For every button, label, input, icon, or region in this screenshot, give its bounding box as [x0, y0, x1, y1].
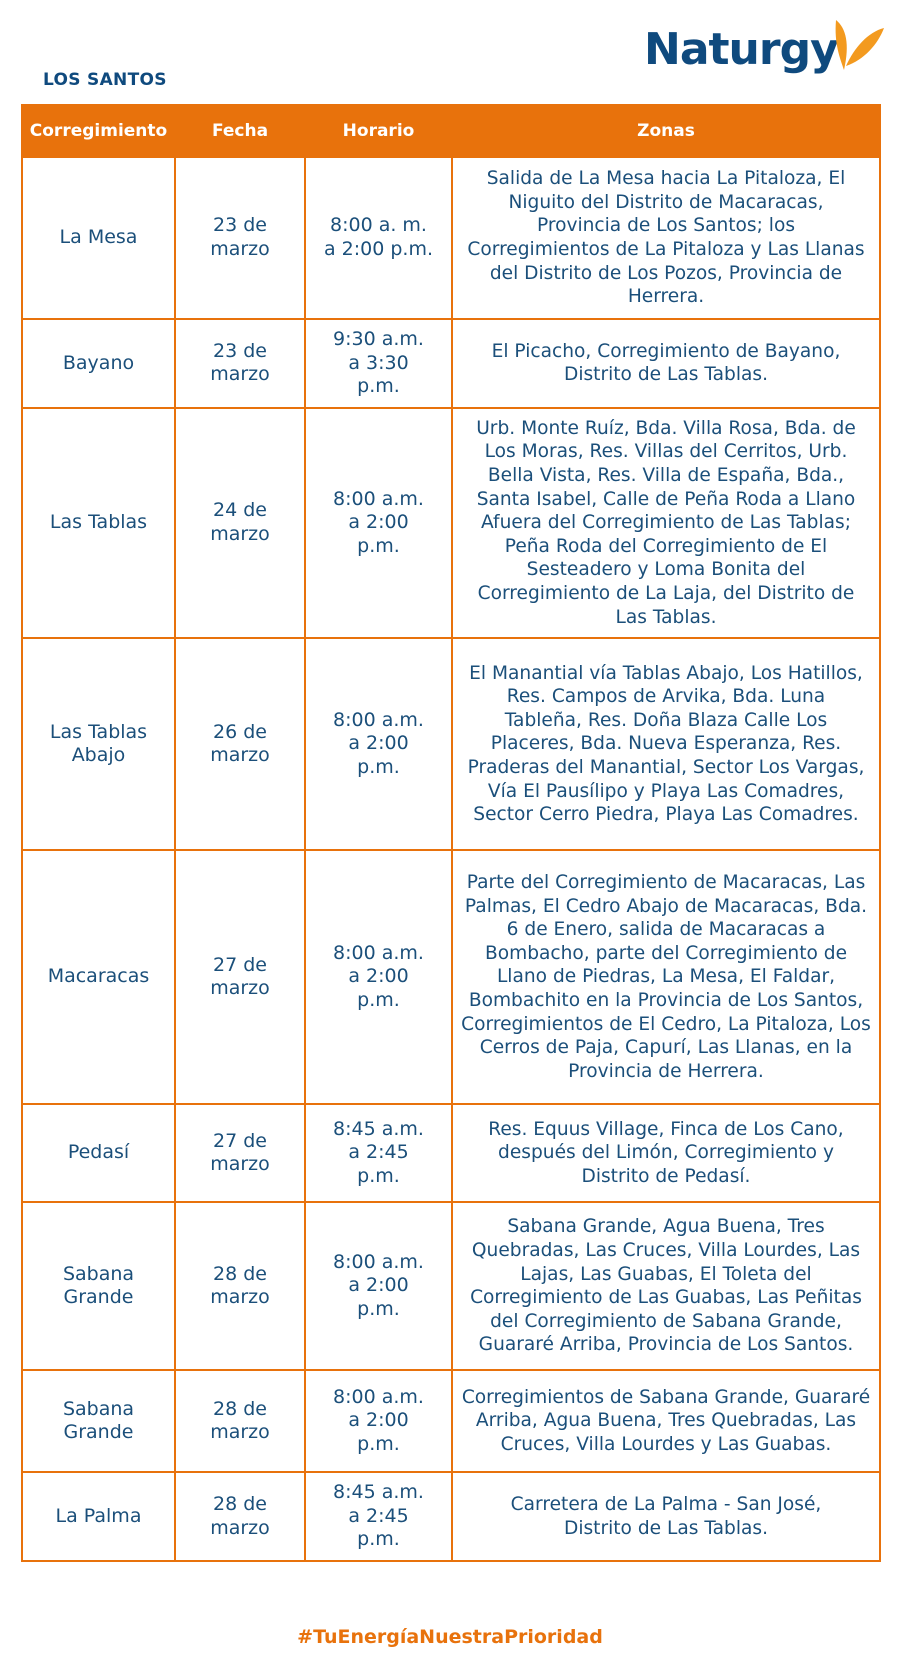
cell-zonas: Corregimientos de Sabana Grande, Guararé Arriba, Agua Buena, Tres Quebradas, Las Cruces, Villa Lourdes y Las Guabas. — [452, 1370, 880, 1472]
table-row — [22, 1104, 880, 1202]
cell-horario: 8:00 a.m. a 2:00 p.m. — [305, 1370, 452, 1472]
cell-fecha: 23 de marzo — [175, 157, 305, 319]
page-header — [0, 0, 900, 105]
cell-corregimiento: Pedasí — [22, 1104, 175, 1202]
table-row — [22, 157, 880, 319]
column-header-corregimiento: Corregimiento — [22, 105, 175, 157]
cell-horario: 8:00 a.m. a 2:00 p.m. — [305, 850, 452, 1104]
cell-zonas: Carretera de La Palma - San José, Distrito de Las Tablas. — [452, 1472, 880, 1561]
table-row — [22, 408, 880, 638]
cell-fecha: 28 de marzo — [175, 1472, 305, 1561]
naturgy-logo — [644, 18, 884, 88]
table-row — [22, 1370, 880, 1472]
cell-horario: 8:00 a.m. a 2:00 p.m. — [305, 1202, 452, 1370]
cell-corregimiento: La Mesa — [22, 157, 175, 319]
cell-horario: 8:00 a.m. a 2:00 p.m. — [305, 408, 452, 638]
cell-corregimiento: Bayano — [22, 319, 175, 408]
cell-horario: 8:00 a.m. a 2:00 p.m. — [305, 638, 452, 850]
cell-horario: 8:00 a. m. a 2:00 p.m. — [305, 157, 452, 319]
cell-fecha: 27 de marzo — [175, 1104, 305, 1202]
cell-fecha: 28 de marzo — [175, 1370, 305, 1472]
table-row — [22, 1202, 880, 1370]
column-header-fecha: Fecha — [175, 105, 305, 157]
table-row — [22, 850, 880, 1104]
cell-corregimiento: La Palma — [22, 1472, 175, 1561]
region-title: LOS SANTOS — [43, 70, 167, 90]
cell-fecha: 23 de marzo — [175, 319, 305, 408]
cell-corregimiento: Macaracas — [22, 850, 175, 1104]
cell-zonas: Res. Equus Village, Finca de Los Cano, después del Limón, Corregimiento y Distrito de Pedasí. — [452, 1104, 880, 1202]
cell-zonas: Salida de La Mesa hacia La Pitaloza, El Niguito del Distrito de Macaracas, Provincia de Los Santos; los Corregimientos de La Pitaloza y Las Llanas del Distrito de Los Pozos, Provincia de Herrera. — [452, 157, 880, 319]
cell-corregimiento: Las Tablas Abajo — [22, 638, 175, 850]
table-header-row — [22, 105, 880, 157]
cell-corregimiento: Sabana Grande — [22, 1202, 175, 1370]
column-header-horario: Horario — [305, 105, 452, 157]
cell-corregimiento: Sabana Grande — [22, 1370, 175, 1472]
cell-zonas: Parte del Corregimiento de Macaracas, Las Palmas, El Cedro Abajo de Macaracas, Bda. 6 de Enero, salida de Macaracas a Bombacho, parte del Corregimiento de Llano de Piedras, La Mesa, El Faldar, Bombachito en la Provincia de Los Santos, Corregimientos de El Cedro, La Pitaloza, Los Cerros de Paja, Capurí, Las Llanas, en la Provincia de Herrera. — [452, 850, 880, 1104]
cell-zonas: El Manantial vía Tablas Abajo, Los Hatillos, Res. Campos de Arvika, Bda. Luna Tableña, Res. Doña Blaza Calle Los Placeres, Bda. Nueva Esperanza, Res. Praderas del Manantial, Sector Los Vargas, Vía El Pausílipo y Playa Las Comadres, Sector Cerro Piedra, Playa Las Comadres. — [452, 638, 880, 850]
brand-name: Naturgy — [644, 24, 838, 75]
table-row — [22, 1472, 880, 1561]
cell-horario: 8:45 a.m. a 2:45 p.m. — [305, 1104, 452, 1202]
cell-fecha: 28 de marzo — [175, 1202, 305, 1370]
cell-fecha: 26 de marzo — [175, 638, 305, 850]
table-row — [22, 638, 880, 850]
cell-horario: 9:30 a.m. a 3:30 p.m. — [305, 319, 452, 408]
cell-zonas: Sabana Grande, Agua Buena, Tres Quebradas, Las Cruces, Villa Lourdes, Las Lajas, Las Guabas, El Toleta del Corregimiento de Las Guabas, Las Peñitas del Corregimiento de Sabana Grande, Guararé Arriba, Provincia de Los Santos. — [452, 1202, 880, 1370]
footer-hashtag: #TuEnergíaNuestraPrioridad — [297, 1626, 603, 1648]
cell-fecha: 24 de marzo — [175, 408, 305, 638]
cell-horario: 8:45 a.m. a 2:45 p.m. — [305, 1472, 452, 1561]
table-row — [22, 319, 880, 408]
outage-schedule-table — [21, 104, 881, 1562]
cell-corregimiento: Las Tablas — [22, 408, 175, 638]
cell-fecha: 27 de marzo — [175, 850, 305, 1104]
column-header-zonas: Zonas — [452, 105, 880, 157]
butterfly-wing-icon — [830, 18, 886, 78]
cell-zonas: El Picacho, Corregimiento de Bayano, Distrito de Las Tablas. — [452, 319, 880, 408]
cell-zonas: Urb. Monte Ruíz, Bda. Villa Rosa, Bda. de Los Moras, Res. Villas del Cerritos, Urb. Bella Vista, Res. Villa de España, Bda., Santa Isabel, Calle de Peña Roda a Llano Afuera del Corregimiento de Las Tablas; Peña Roda del Corregimiento de El Sesteadero y Loma Bonita del Corregimiento de La Laja, del Distrito de Las Tablas. — [452, 408, 880, 638]
